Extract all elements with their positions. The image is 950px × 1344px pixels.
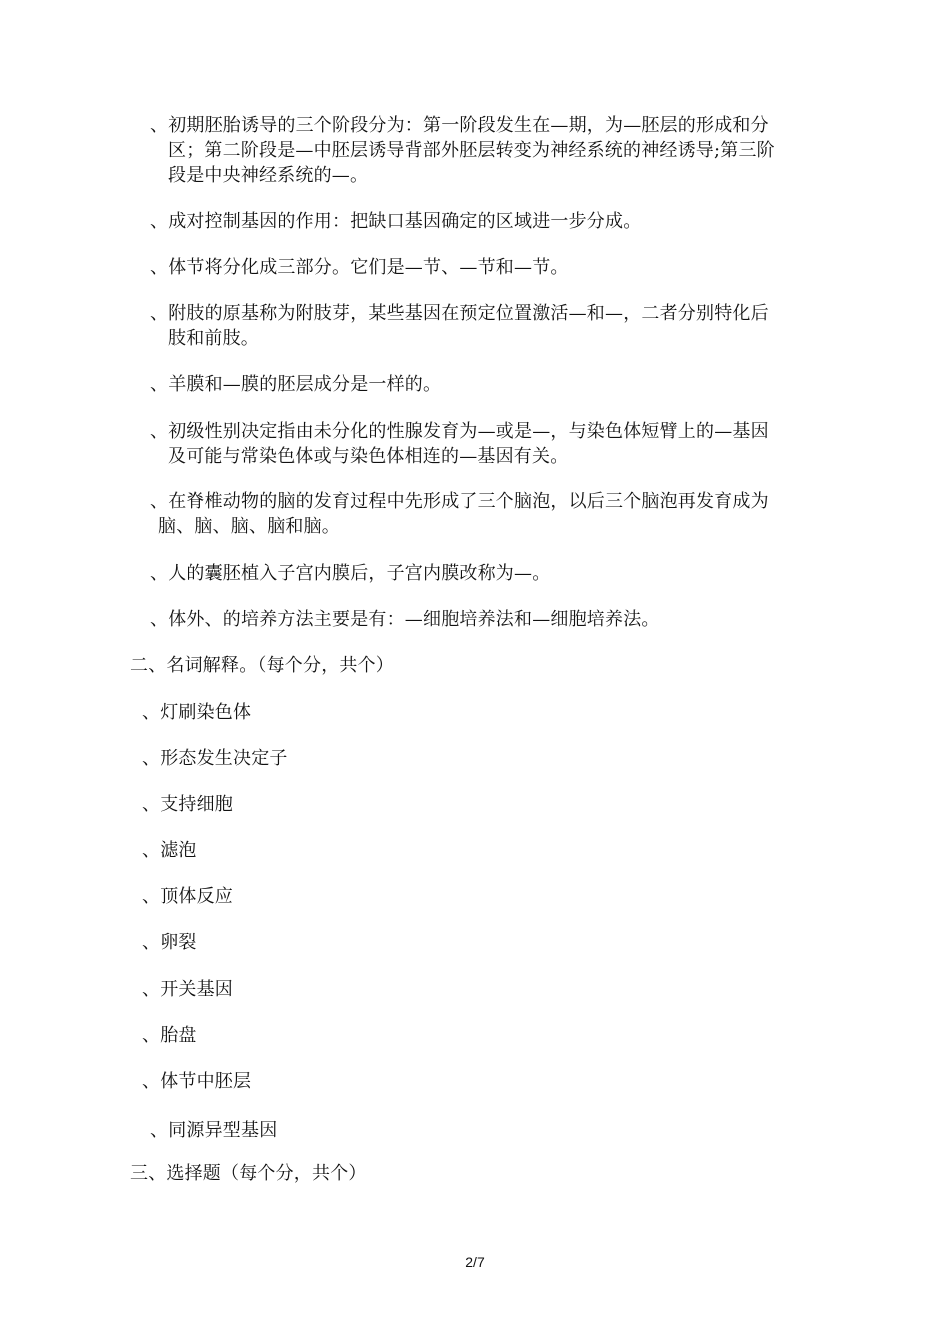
fill-item-1-line-3: 段是中央神经系统的—。 [168,165,369,186]
fill-item-9-line-1: 、体外、的培养方法主要是有：—细胞培养法和—细胞培养法。 [150,609,660,630]
fill-item-1-line-2: 区；第二阶段是—中胚层诱导背部外胚层转变为神经系统的神经诱导;第三阶 [168,140,775,161]
term-item: 、顶体反应 [142,886,233,907]
fill-item-8-line-1: 、人的囊胚植入子宫内膜后，子宫内膜改称为—。 [150,563,551,584]
fill-item-3-line-1: 、体节将分化成三部分。它们是—节、—节和—节。 [150,257,569,278]
fill-item-4-line-1: 、附肢的原基称为附肢芽，某些基因在预定位置激活—和—，二者分别特化后 [150,303,769,324]
fill-item-5-line-1: 、羊膜和—膜的胚层成分是一样的。 [150,374,442,395]
term-item: 、开关基因 [142,979,233,1000]
fill-item-7-line-2: 脑、脑、脑、脑和脑。 [158,516,340,537]
section-3-heading: 三、选择题（每个分，共个） [130,1163,367,1184]
term-item: 、体节中胚层 [142,1071,252,1092]
term-item: 、支持细胞 [142,794,233,815]
fill-item-4-line-2: 肢和前肢。 [168,328,259,349]
fill-item-6-line-2: 及可能与常染色体或与染色体相连的—基因有关。 [168,446,569,467]
page-number: 2/7 [465,1254,485,1270]
term-item: 、灯刷染色体 [142,702,252,723]
term-item: 、形态发生决定子 [142,748,288,769]
fill-item-2-line-1: 、成对控制基因的作用：把缺口基因确定的区域进一步分成。 [150,211,642,232]
term-item: 、胎盘 [142,1025,197,1046]
term-item: 、卵裂 [142,932,197,953]
fill-item-1-line-1: 、初期胚胎诱导的三个阶段分为：第一阶段发生在—期，为—胚层的形成和分 [150,115,769,136]
term-item: 、滤泡 [142,840,197,861]
section-2-heading: 二、名词解释。（每个分，共个） [130,655,394,676]
fill-item-6-line-1: 、初级性别决定指由未分化的性腺发育为—或是—，与染色体短臂上的—基因 [150,421,769,442]
fill-item-7-line-1: 、在脊椎动物的脑的发育过程中先形成了三个脑泡，以后三个脑泡再发育成为 [150,491,769,512]
term-item: 、同源异型基因 [150,1120,278,1141]
